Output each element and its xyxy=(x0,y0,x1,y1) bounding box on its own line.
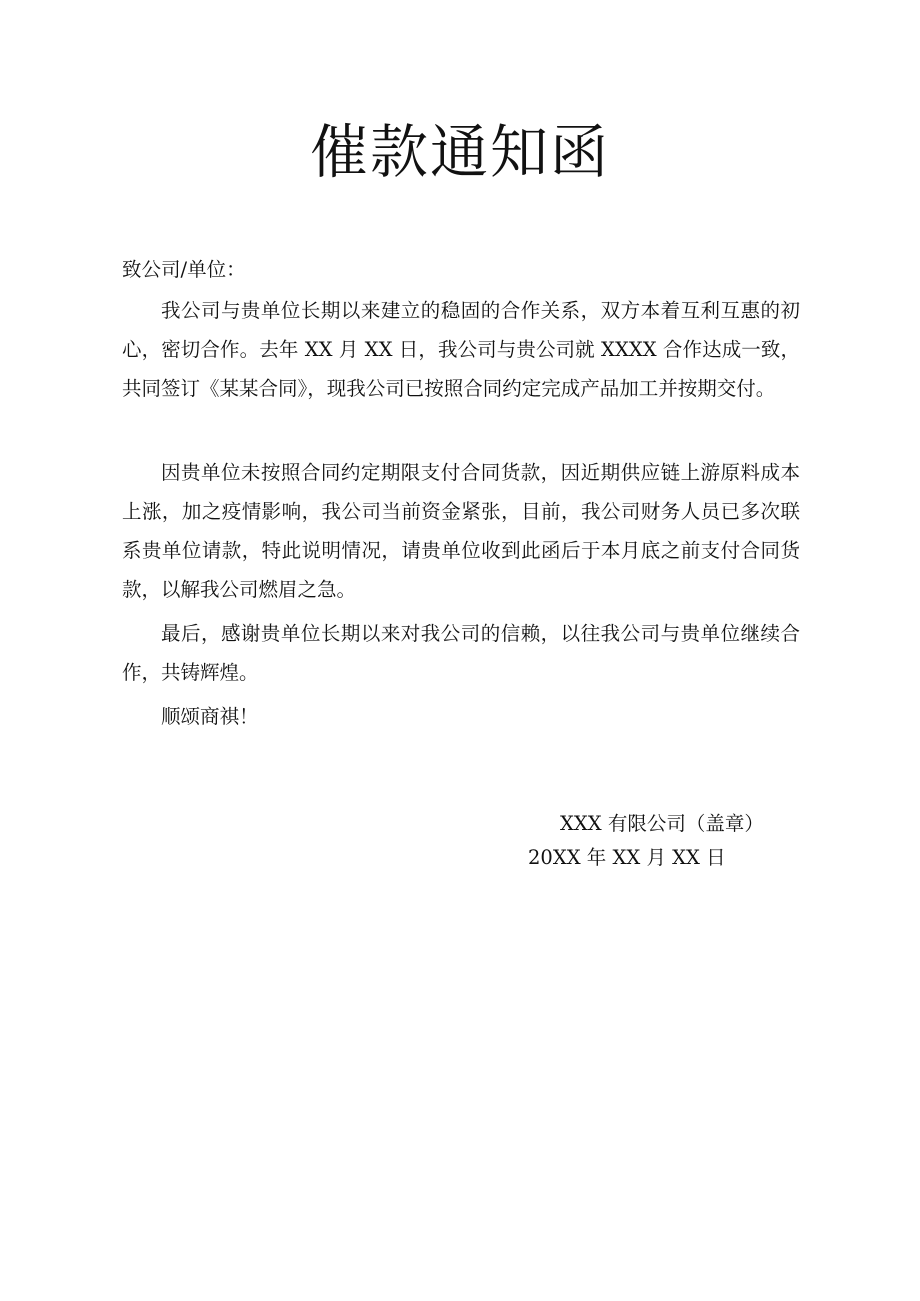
letter-title: 催款通知函 xyxy=(309,118,610,186)
signature-company: XXX 有限公司（盖章） xyxy=(560,812,764,835)
closing-greeting: 顺颂商祺！ xyxy=(161,705,259,728)
paragraph-cooperation: 我公司与贵单位长期以来建立的稳固的合作关系，双方本着互利互惠的初心，密切合作。去年 XX 月 XX 日，我公司与贵公司就 XXXX 合作达成一致，共同签订《某某合同》，现我公司已按照合同约定完成产品加工并按期交付。 xyxy=(122,299,800,400)
paragraph-thanks: 最后，感谢贵单位长期以来对我公司的信赖，以往我公司与贵单位继续合作，共铸辉煌。 xyxy=(122,622,800,684)
signature-date: 20XX 年 XX 月 XX 日 xyxy=(528,846,726,869)
paragraph-payment-request: 因贵单位未按照合同约定期限支付合同货款，因近期供应链上游原料成本上涨，加之疫情影响，我公司当前资金紧张，目前，我公司财务人员已多次联系贵单位请款，特此说明情况，请贵单位收到此函后于本月底之前支付合同货款，以解我公司燃眉之急。 xyxy=(122,461,800,601)
salutation: 致公司/单位： xyxy=(122,258,246,281)
